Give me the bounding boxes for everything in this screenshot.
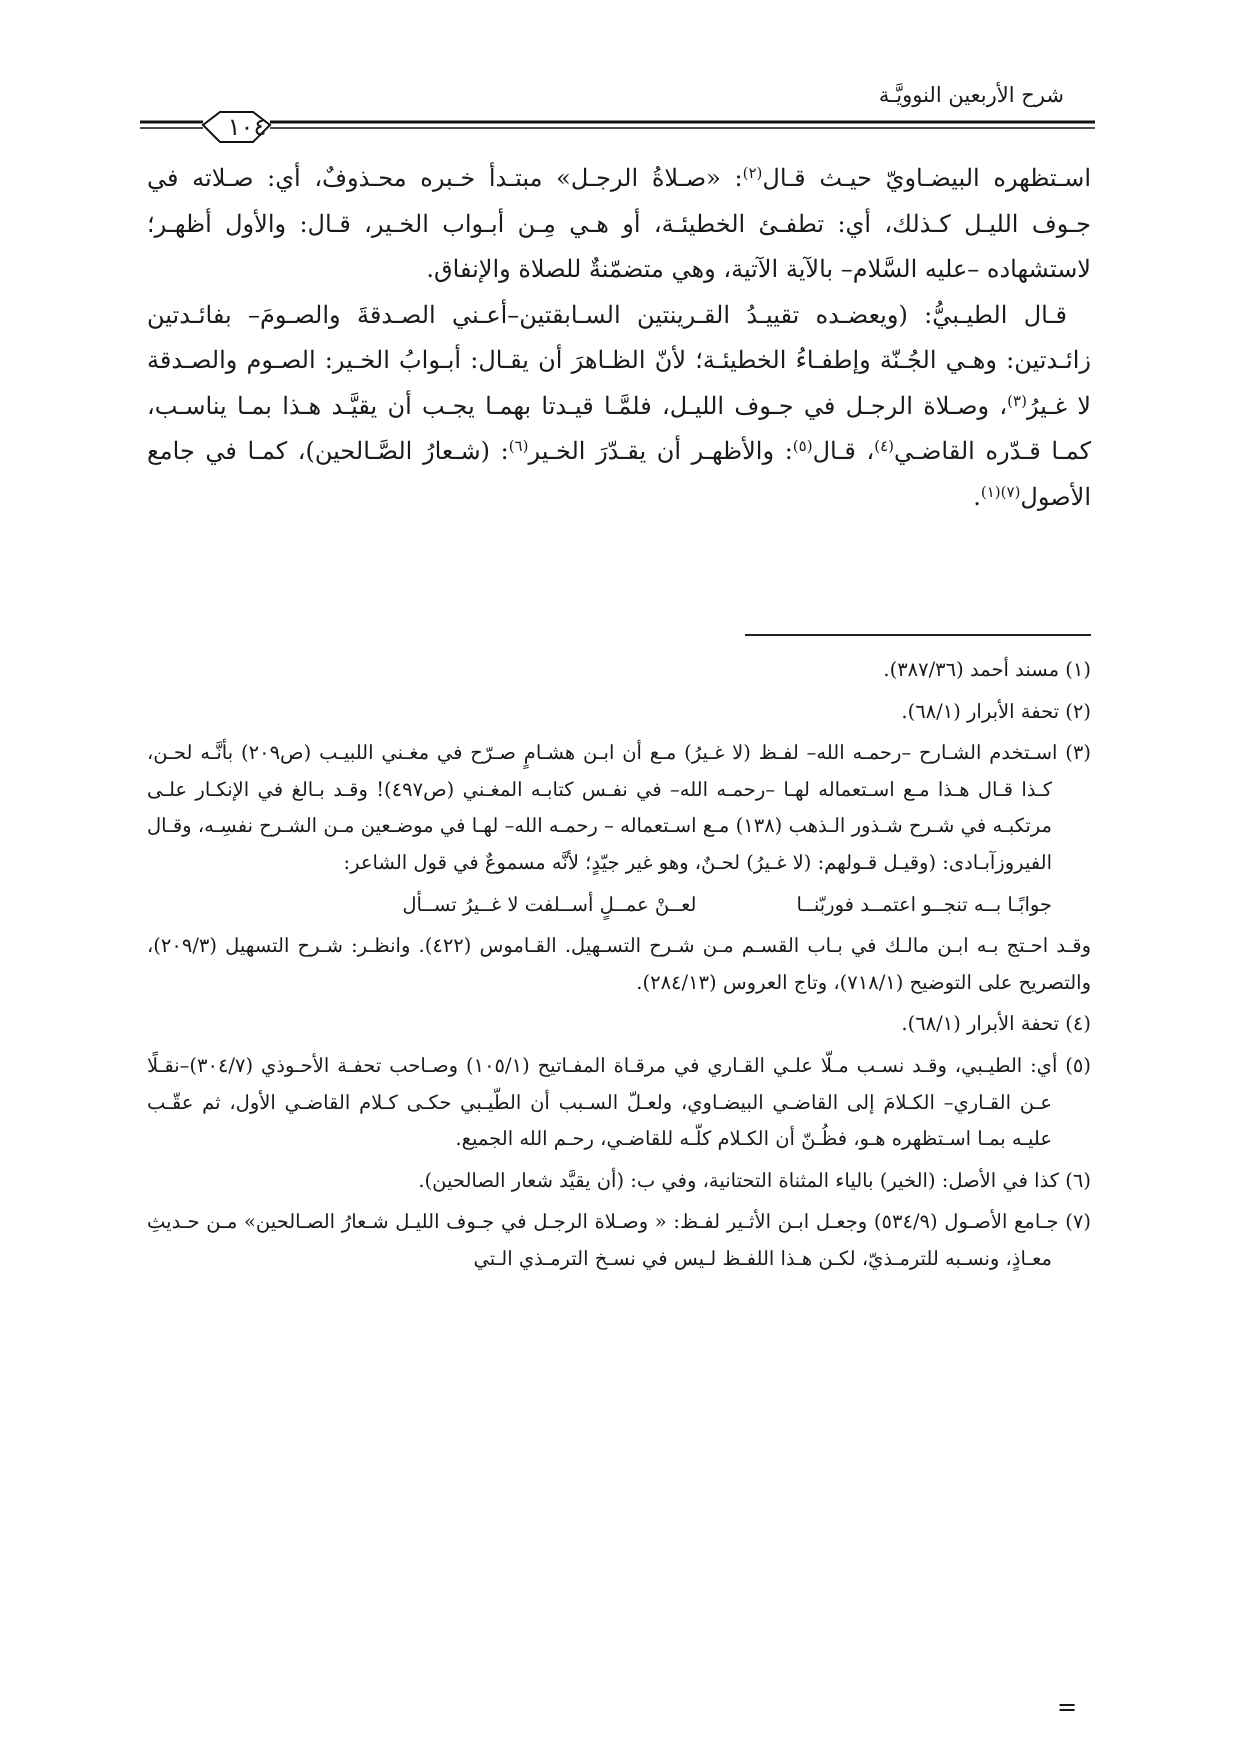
- footnote-ref[interactable]: (٧)(١): [980, 482, 1021, 501]
- footnote-5: (٥) أي: الطيـبي، وقـد نسـب مـلّا علـي القـاري في مرقـاة المفـاتيح (١٠٥/١) وصـاحب تحفـة الأحـوذي (٣٠٤/٧)–نقـلًا عـن القـاري– الكـلامَ إلى القاضـي البيضـاوي، ولعـلّ السـبب أن الطّيـبي حكـى كـلام القاضـي الأول، ثم عقّـب عليـه بمـا اسـتظهره هـو، فظُـنّ أن الكـلام كلّـه للقاضـي، رحـم الله الجميع.: [147, 1053, 1091, 1151]
- footnote-3-continued: وقـد احـتج بـه ابـن مالـك في بـاب القسـم مـن شـرح التسـهيل. القـاموس (٤٢٢). وانظـر: شـرح التسهيل (٢٠٩/٣)، والتصريح على التوضيح (٧١٨/١)، وتاج العروس (٢٨٤/١٣).: [147, 934, 1092, 994]
- verse-first-hemistich: جوابًـا بــه تنجــو اعتمــد فوربّنــا: [796, 892, 1052, 916]
- poetry-verse: [147, 887, 1091, 924]
- body-paragraph: قـال الطيـبيُّ: (ويعضـده تقييـدُ القـرينتين السـابقتين–أعـني الصـدقةَ والصـومَ– بفائـدتين زائـدتين: وهـي الجُـنّة وإطفـاءُ الخطيئـة؛ لأنّ الظـاهرَ أن يقـال: أبـوابُ الخـير: الصـوم والصـدقة لا غـيرُ$^{(٣)}$، وصـلاة الرجـل في جـوف الليـل، فلمَّـا قيـدتا بهمـا يجـب أن يقيَّـد هـذا بمـا يناسـب، كمـا قـدّره القاضـي$^{(٤)}$، قـال$^{(٥)}$: والأظهـر أن يقـدّرَ الخـير$^{(٦)}$: (شـعارُ الصَّـالحين)، كمـا في جامع الأصول$^{(٧)(١)}$.: [147, 300, 1091, 511]
- footnote-ref[interactable]: (٥): [792, 437, 813, 455]
- page-number: ١٠٤: [227, 113, 267, 141]
- footnote-2: (٢) تحفة الأبرار (٦٨/١).: [901, 699, 1091, 723]
- continuation-mark: =: [1057, 1693, 1078, 1721]
- footnote-7: (٧) جـامع الأصـول (٥٣٤/٩) وجعـل ابـن الأثـير لفـظ: « وصـلاة الرجـل في جـوف الليـل شـعارُ الصـالحين» مـن حـديثِ معـاذٍ، ونسـبه للترمـذيّ، لكـن هـذا اللفـظ لـيس في نسـخ الترمـذي الـتي: [147, 1210, 1091, 1270]
- footnote-ref[interactable]: (٣): [1007, 391, 1027, 410]
- footnote-ref[interactable]: (٤): [874, 437, 894, 455]
- footnotes: [147, 652, 1091, 1283]
- main-text: [147, 156, 1091, 520]
- body-paragraph: اسـتظهره البيضـاويّ حيـث قـال$^{(٢)}$: «صـلاةُ الرجـل» مبتـدأ خـبره محـذوفٌ، أي: صـلاته في جـوف الليـل كـذلك، أي: تطفـئ الخطيئـة، أو هـي مِـن أبـواب الخـير، قـال: والأول أظهـر؛ لاستشهاده –عليه السَّلام– بالآية الآتية، وهي متضمّنةٌ للصلاة والإنفاق.: [147, 164, 1091, 283]
- footnote-ref[interactable]: (٢): [742, 164, 763, 182]
- running-title: شرح الأربعين النوويَّـة: [878, 83, 1064, 107]
- footnote-separator: [745, 634, 1091, 636]
- footnote-4: (٤) تحفة الأبرار (٦٨/١).: [901, 1012, 1091, 1036]
- header-rule-ornament: [140, 110, 1095, 144]
- footnote-1: (١) مسند أحمد (٣٨٧/٣٦).: [883, 658, 1091, 681]
- footnote-3: (٣) اسـتخدم الشـارح –رحمـه الله– لفـظ (لا غـيرُ) مـع أن ابـن هشـامٍ صـرّح في مغـني اللبيـب (ص٢٠٩) بأنَّـه لحـن، كـذا قـال هـذا مـع اسـتعماله لهـا –رحمـه الله– في نفـس كتابـه المغـني (ص٤٩٧)! وقـد بـالغ في الإنكـار علـى مرتكبـه في شـرح شـذور الـذهب (١٣٨) مـع اسـتعماله – رحمـه الله– لهـا في موضـعين مـن الشـرح نفسِـه، وقـال الفيروزآبـادى: (وقيـل قـولهم: (لا غـيرُ) لحـنٌ، وهو غير جيّدٍ؛ لأنَّه مسموعٌ في قول الشاعر:: [147, 741, 1091, 874]
- verse-second-hemistich: لعــنْ عمــلٍ أســلفت لا غــيرُ تســأل: [402, 892, 697, 916]
- footnote-ref[interactable]: (٦): [508, 437, 529, 455]
- footnote-6: (٦) كذا في الأصل: (الخير) بالياء المثناة التحتانية، وفي ب: (أن يقيَّد شعار الصالحين).: [418, 1168, 1091, 1192]
